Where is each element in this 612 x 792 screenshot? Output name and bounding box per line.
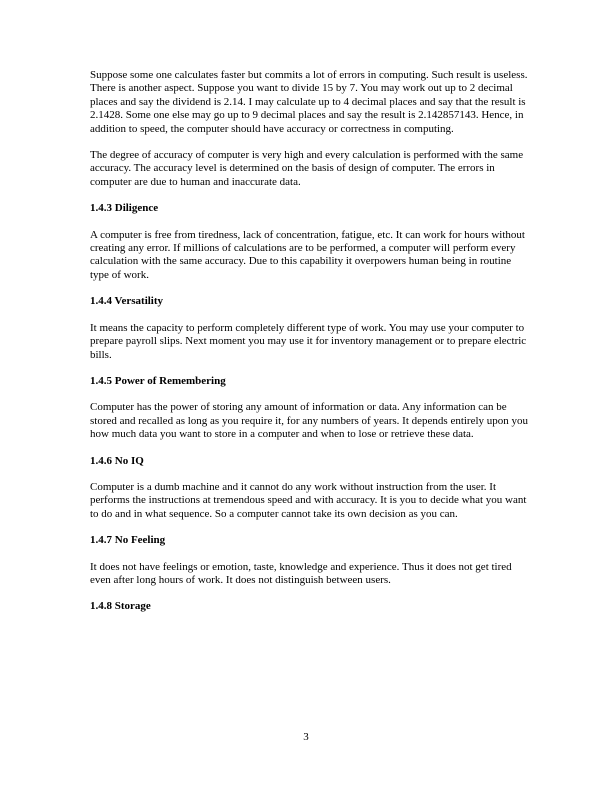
section-text-no-feeling: It does not have feelings or emotion, taste, knowledge and experience. Thus it does not get tired even after long hours of work. It does not distinguish between users. (90, 560, 512, 586)
paragraph-accuracy-degree: The degree of accuracy of computer is very high and every calculation is performed with the same accuracy. The accuracy level is determined on the basis of design of computer. The errors in computer are due to human and inaccurate data. (90, 149, 524, 188)
section-text-diligence: A computer is free from tiredness, lack of concentration, fatigue, etc. It can work for hours without creating any error. If millions of calculations are to be performed, a computer will perform every calculation with the same accuracy. Due to this capability it overpowers human being in routine type of work. (90, 228, 525, 281)
section-heading-no-feeling: 1.4.7 No Feeling (90, 534, 166, 547)
paragraph-accuracy-intro: Suppose some one calculates faster but commits a lot of errors in computing. Such result is useless. There is another aspect. Suppose you want to divide 15 by 7. You may work out up to 2 decimal places and say the dividend is 2.14. I may calculate up to 4 decimal places and say that the result is 2.1428. Some one else may go up to 9 decimal places and say the result is 2.142857143. Hence, in addition to speed, the computer should have accuracy or correctness in computing. (90, 69, 528, 135)
section-heading-power-of-remembering: 1.4.5 Power of Remembering (90, 374, 226, 387)
section-heading-no-iq: 1.4.6 No IQ (90, 454, 144, 467)
section-text-versatility: It means the capacity to perform completely different type of work. You may use your computer to prepare payroll slips. Next moment you may use it for inventory management or to prepare electric bills. (90, 321, 527, 361)
page-number: 3 (303, 731, 309, 743)
section-heading-diligence: 1.4.3 Diligence (90, 202, 159, 215)
section-text-no-iq: Computer is a dumb machine and it cannot do any work without instruction from the user. It performs the instructions at tremendous speed and with accuracy. It is you to decide what you want to do and in what sequence. So a computer cannot take its own decision as you can. (90, 480, 527, 520)
section-heading-storage: 1.4.8 Storage (90, 600, 151, 613)
document-body (90, 69, 530, 627)
section-text-power-of-remembering: Computer has the power of storing any amount of information or data. Any information can be stored and recalled as long as you require it, for any numbers of years. It depends entirely upon you how much data you want to store in a computer and when to lose or retrieve these data. (90, 401, 529, 441)
section-heading-versatility: 1.4.4 Versatility (90, 295, 164, 308)
